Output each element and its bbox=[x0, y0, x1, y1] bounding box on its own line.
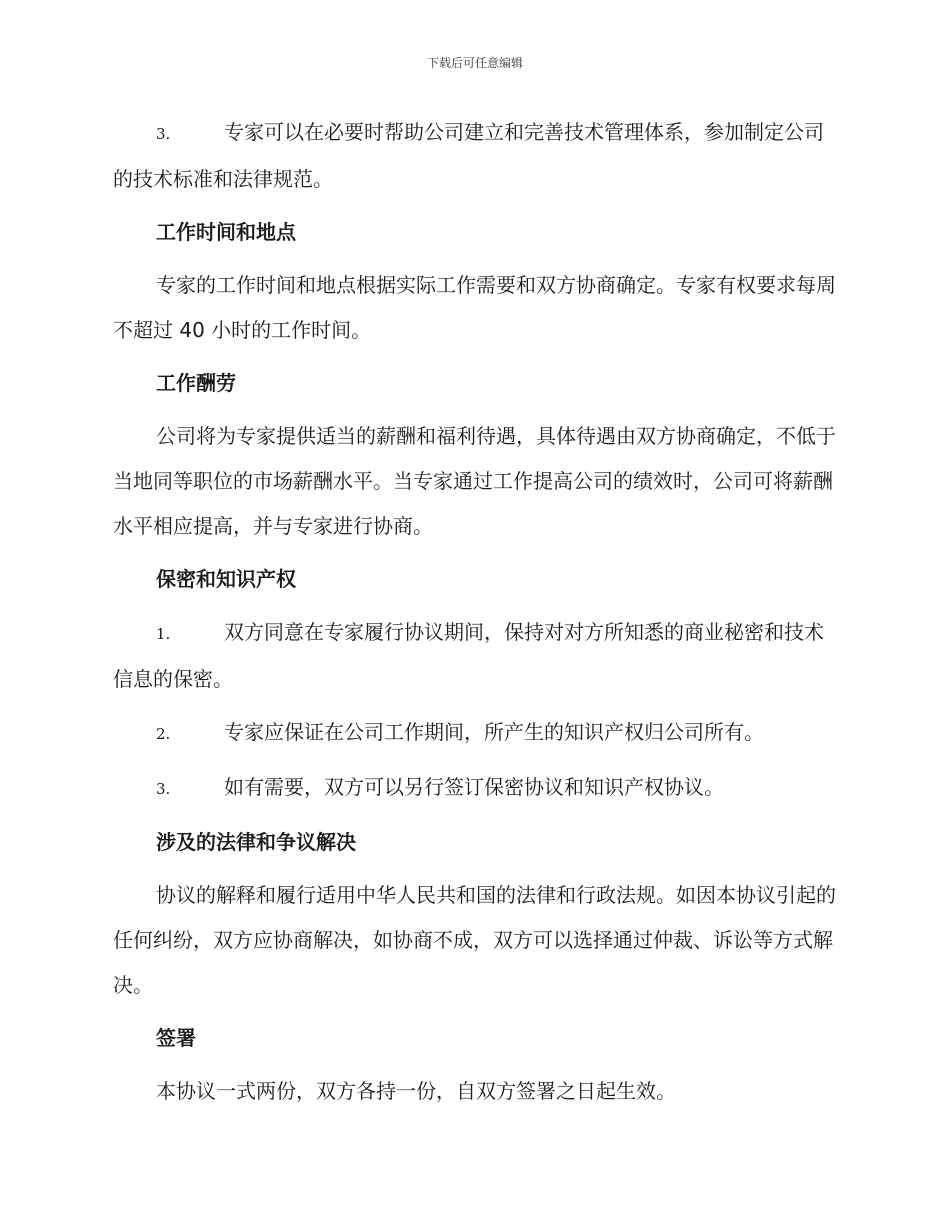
list-number: 2. bbox=[156, 725, 171, 743]
header-note: 下载后可任意编辑 bbox=[426, 56, 523, 70]
list-item bbox=[113, 110, 838, 202]
section-heading-pay: 工作酬劳 bbox=[156, 371, 236, 395]
list-item bbox=[113, 610, 838, 702]
paragraph-pay: 公司将为专家提供适当的薪酬和福利待遇，具体待遇由双方协商确定，不低于当地同等职位的市场薪酬水平。当专家通过工作提高公司的绩效时，公司可将薪酬水平相应提高，并与专家进行协商。 bbox=[113, 424, 836, 538]
list-text: 专家可以在必要时帮助公司建立和完善技术管理体系，参加制定公司的技术标准和法律规范。 bbox=[113, 120, 824, 191]
list-item bbox=[113, 710, 838, 757]
section-heading-signing: 签署 bbox=[156, 1026, 196, 1050]
paragraph-law: 协议的解释和履行适用中华人民共和国的法律和行政法规。如因本协议引起的任何纠纷，双方应协商解决，如协商不成，双方可以选择通过仲裁、诉讼等方式解决。 bbox=[113, 883, 836, 997]
list-text: 如有需要，双方可以另行签订保密协议和知识产权协议。 bbox=[224, 775, 724, 799]
list-item bbox=[113, 765, 838, 812]
list-number: 3. bbox=[156, 125, 171, 143]
paragraph-time-place: 专家的工作时间和地点根据实际工作需要和双方协商确定。专家有权要求每周不超过 40 小时的工作时间。 bbox=[113, 273, 836, 342]
section-heading-time-place: 工作时间和地点 bbox=[156, 220, 296, 244]
list-text: 双方同意在专家履行协议期间，保持对对方所知悉的商业秘密和技术信息的保密。 bbox=[113, 620, 824, 691]
document-body bbox=[113, 110, 838, 1122]
section-heading-law: 涉及的法律和争议解决 bbox=[156, 830, 356, 854]
list-number: 1. bbox=[156, 625, 171, 643]
list-text: 专家应保证在公司工作期间，所产生的知识产权归公司所有。 bbox=[224, 720, 764, 744]
section-heading-confidentiality: 保密和知识产权 bbox=[156, 567, 296, 591]
list-number: 3. bbox=[156, 780, 171, 798]
paragraph-signing: 本协议一式两份，双方各持一份，自双方签署之日起生效。 bbox=[156, 1079, 676, 1103]
